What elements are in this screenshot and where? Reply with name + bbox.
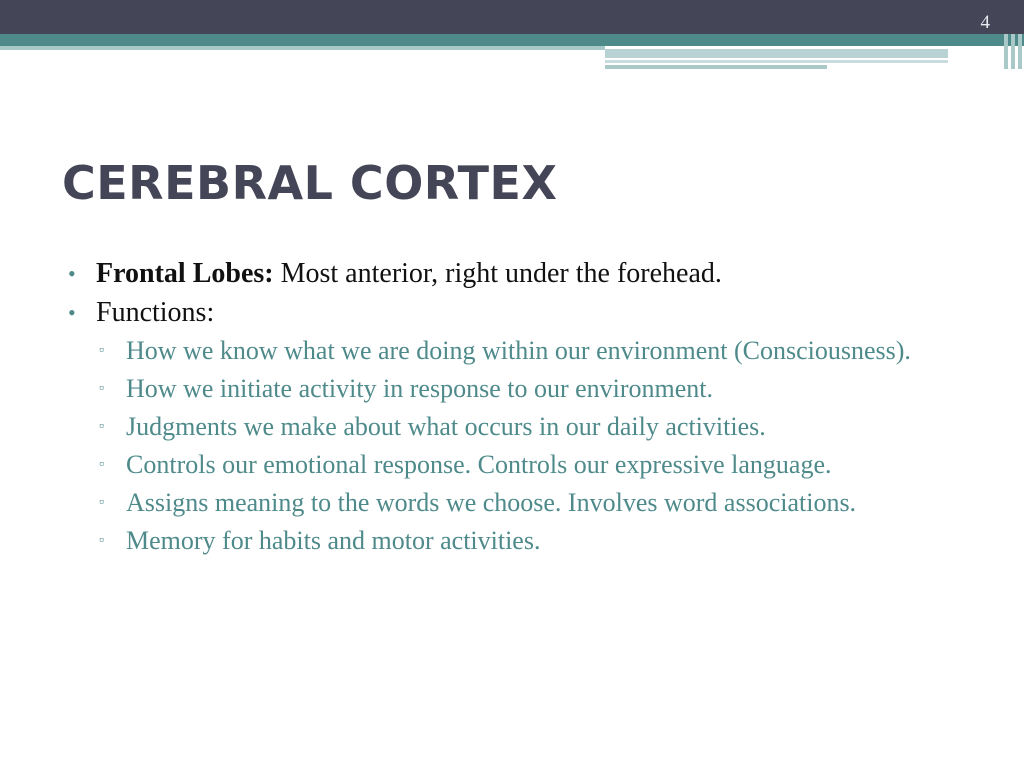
sub-bullet-text: Memory for habits and motor activities. (126, 526, 541, 555)
bullet-item (68, 254, 988, 293)
square-bullet-icon: ▫ (99, 495, 104, 510)
sub-bullet-text: How we know what we are doing within our environment (Consciousness). (126, 336, 911, 365)
bullet-text: Functions: (96, 297, 215, 328)
header-dark-bar (0, 0, 1024, 34)
bullet-dot-icon: • (68, 300, 76, 325)
header-right-tick (1004, 34, 1008, 69)
header-right-tick (1011, 34, 1015, 69)
sub-bullet-item (99, 334, 988, 367)
sub-bullet-item (99, 410, 988, 443)
header-right-line (605, 60, 948, 63)
square-bullet-icon: ▫ (99, 343, 104, 358)
square-bullet-icon: ▫ (99, 419, 104, 434)
sub-bullet-item (99, 486, 988, 519)
sub-bullet-item (99, 372, 988, 405)
sub-bullet-list (68, 334, 988, 557)
header-right-line (605, 49, 948, 58)
slide-content (68, 254, 988, 562)
bullet-dot-icon: • (68, 261, 76, 286)
header-teal-bar (0, 34, 1024, 46)
slide-title: CEREBRAL CORTEX (62, 156, 558, 210)
bullet-bold-label: Frontal Lobes: (96, 258, 274, 289)
square-bullet-icon: ▫ (99, 533, 104, 548)
slide-number: 4 (980, 12, 990, 33)
square-bullet-icon: ▫ (99, 457, 104, 472)
bullet-text: Most anterior, right under the forehead. (273, 258, 722, 289)
header-right-tick (1018, 34, 1022, 69)
bullet-item (68, 293, 988, 332)
sub-bullet-text: Assigns meaning to the words we choose. Involves word associations. (126, 488, 857, 517)
sub-bullet-text: Controls our emotional response. Controls our expressive language. (126, 450, 832, 479)
sub-bullet-item (99, 448, 988, 481)
sub-bullet-text: How we initiate activity in response to our environment. (126, 374, 714, 403)
header-right-line (605, 65, 827, 69)
sub-bullet-text: Judgments we make about what occurs in our daily activities. (126, 412, 766, 441)
sub-bullet-item (99, 524, 988, 557)
header-teal-light-bar (0, 46, 605, 50)
square-bullet-icon: ▫ (99, 381, 104, 396)
